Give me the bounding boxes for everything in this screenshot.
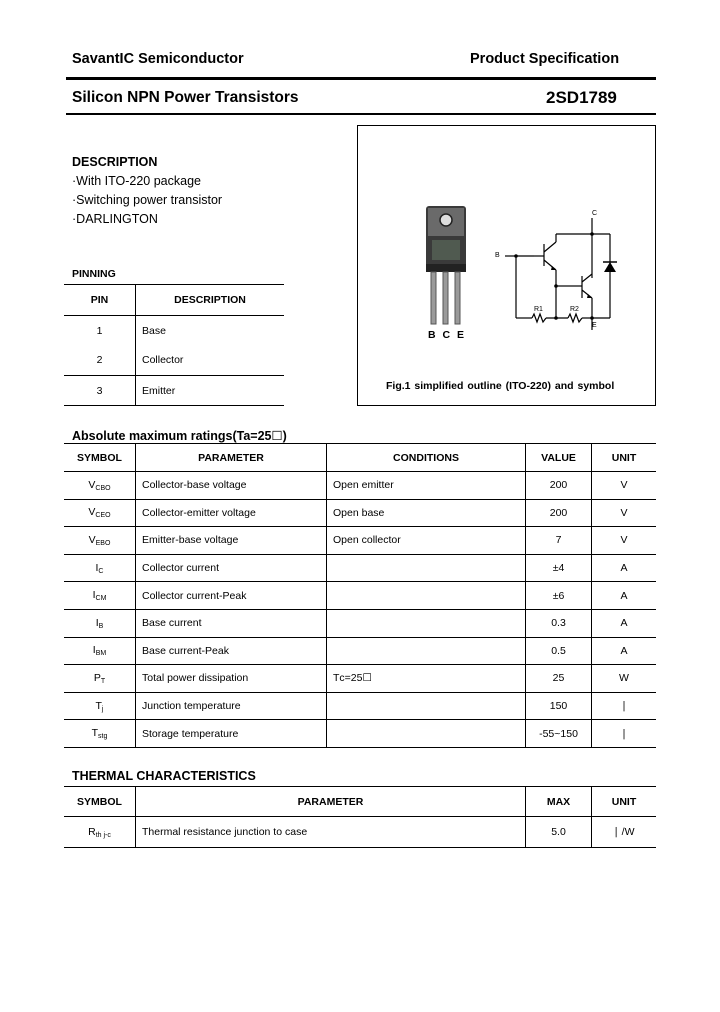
header-rule-bottom [66, 113, 656, 115]
unit-cell: W [592, 665, 657, 693]
unit-cell: V [592, 472, 657, 500]
abs-max-table [64, 443, 656, 748]
symbol-header: SYMBOL [64, 444, 136, 472]
conditions-cell [327, 609, 526, 637]
parameter-header: PARAMETER [136, 787, 526, 817]
table-row [64, 692, 656, 720]
unit-header: UNIT [592, 444, 657, 472]
figure-caption: Fig.1 simplified outline (ITO-220) and symbol [386, 380, 615, 392]
conditions-cell: Tᴄ=25☐ [327, 665, 526, 693]
symbol-label-r1: R1 [534, 306, 543, 313]
darlington-symbol [488, 208, 628, 338]
table-row [64, 582, 656, 610]
value-cell: 25 [526, 665, 592, 693]
symbol-cell: $T_j$ [64, 692, 136, 720]
symbol-cell: $V_{CEO}$ [64, 499, 136, 527]
parameter-cell: Collector current-Peak [136, 582, 327, 610]
conditions-cell [327, 720, 526, 748]
product-line: Silicon NPN Power Transistors [72, 89, 299, 106]
unit-cell: A [592, 582, 657, 610]
symbol-header: SYMBOL [64, 787, 136, 817]
pin-description: Base [142, 324, 166, 337]
table-row [64, 527, 656, 555]
conditions-cell [327, 637, 526, 665]
parameter-cell: Base current [136, 609, 327, 637]
pin-desc-header: DESCRIPTION [136, 285, 285, 316]
value-cell: 200 [526, 472, 592, 500]
header-rule-top [66, 77, 656, 80]
parameter-cell: Collector current [136, 554, 327, 582]
table-row [64, 637, 656, 665]
pin-number: 2 [64, 346, 136, 376]
pin-header: PIN [64, 285, 136, 316]
conditions-cell: Open collector [327, 527, 526, 555]
parameter-cell: Storage temperature [136, 720, 327, 748]
conditions-header: CONDITIONS [327, 444, 526, 472]
table-row [64, 817, 656, 848]
unit-header: UNIT [592, 787, 657, 817]
pinning-table [64, 285, 284, 406]
description-title: DESCRIPTION [72, 155, 158, 169]
symbol-cell: $P_T$ [64, 665, 136, 693]
symbol-label-collector: C [592, 210, 598, 217]
conditions-cell: Open emitter [327, 472, 526, 500]
parameter-header: PARAMETER [136, 444, 327, 472]
abs-max-title: Absolute maximum ratings(Ta=25☐) [72, 429, 287, 443]
symbol-label-r2: R2 [570, 306, 579, 313]
pinning-title: PINNING [72, 268, 116, 280]
unit-cell: A [592, 637, 657, 665]
package-pin-labels: B C E [428, 329, 467, 341]
description-line: ·With ITO-220 package [72, 174, 201, 188]
value-cell: -55~150 [526, 720, 592, 748]
parameter-cell: Base current-Peak [136, 637, 327, 665]
symbol-cell: $T_{stg}$ [64, 720, 136, 748]
symbol-cell: $V_{EBO}$ [64, 527, 136, 555]
max-cell: 5.0 [526, 817, 592, 848]
symbol-label-emitter: E [592, 322, 597, 329]
unit-cell: A [592, 609, 657, 637]
thermal-title: THERMAL CHARACTERISTICS [72, 769, 256, 783]
symbol-label-base: B [495, 252, 500, 259]
value-cell: 0.5 [526, 637, 592, 665]
parameter-cell: Collector-emitter voltage [136, 499, 327, 527]
value-cell: ±4 [526, 554, 592, 582]
value-cell: 200 [526, 499, 592, 527]
doc-type: Product Specification [470, 51, 620, 67]
conditions-cell [327, 554, 526, 582]
table-row [64, 665, 656, 693]
value-cell: 7 [526, 527, 592, 555]
value-cell: ±6 [526, 582, 592, 610]
symbol-cell: $R_{th j-c}$ [64, 817, 136, 848]
description-line: ·DARLINGTON [72, 212, 158, 226]
unit-cell: V [592, 527, 657, 555]
pin-description: Collector [136, 346, 285, 376]
symbol-cell: $I_{CM}$ [64, 582, 136, 610]
unit-cell: V [592, 499, 657, 527]
parameter-cell: Total power dissipation [136, 665, 327, 693]
max-header: MAX [526, 787, 592, 817]
value-cell: 0.3 [526, 609, 592, 637]
thermal-table [64, 786, 656, 848]
description-line: ·Switching power transistor [72, 193, 223, 207]
value-header: VALUE [526, 444, 592, 472]
unit-cell: ∣ /W [592, 817, 657, 848]
unit-cell: ∣ [592, 692, 657, 720]
table-row [64, 472, 656, 500]
parameter-cell: Thermal resistance junction to case [136, 817, 526, 848]
table-row [64, 720, 656, 748]
value-cell: 150 [526, 692, 592, 720]
symbol-cell: $I_{BM}$ [64, 637, 136, 665]
company-name: SavantIC Semiconductor [72, 51, 244, 67]
conditions-cell: Open base [327, 499, 526, 527]
table-row [64, 609, 656, 637]
symbol-cell: $I_B$ [64, 609, 136, 637]
pin-number: 1 [64, 316, 136, 346]
figure-box [357, 125, 656, 406]
package-outline-drawing [422, 204, 470, 346]
parameter-cell: Emitter-base voltage [136, 527, 327, 555]
conditions-cell [327, 582, 526, 610]
table-row [64, 499, 656, 527]
parameter-cell: Junction temperature [136, 692, 327, 720]
pin-number: 3 [64, 376, 136, 406]
parameter-cell: Collector-base voltage [136, 472, 327, 500]
pin-description: Emitter [136, 376, 285, 406]
part-number: 2SD1789 [546, 88, 617, 107]
conditions-cell [327, 692, 526, 720]
unit-cell: ∣ [592, 720, 657, 748]
symbol-cell: $I_C$ [64, 554, 136, 582]
symbol-cell: $V_{CBO}$ [64, 472, 136, 500]
unit-cell: A [592, 554, 657, 582]
table-row [64, 554, 656, 582]
